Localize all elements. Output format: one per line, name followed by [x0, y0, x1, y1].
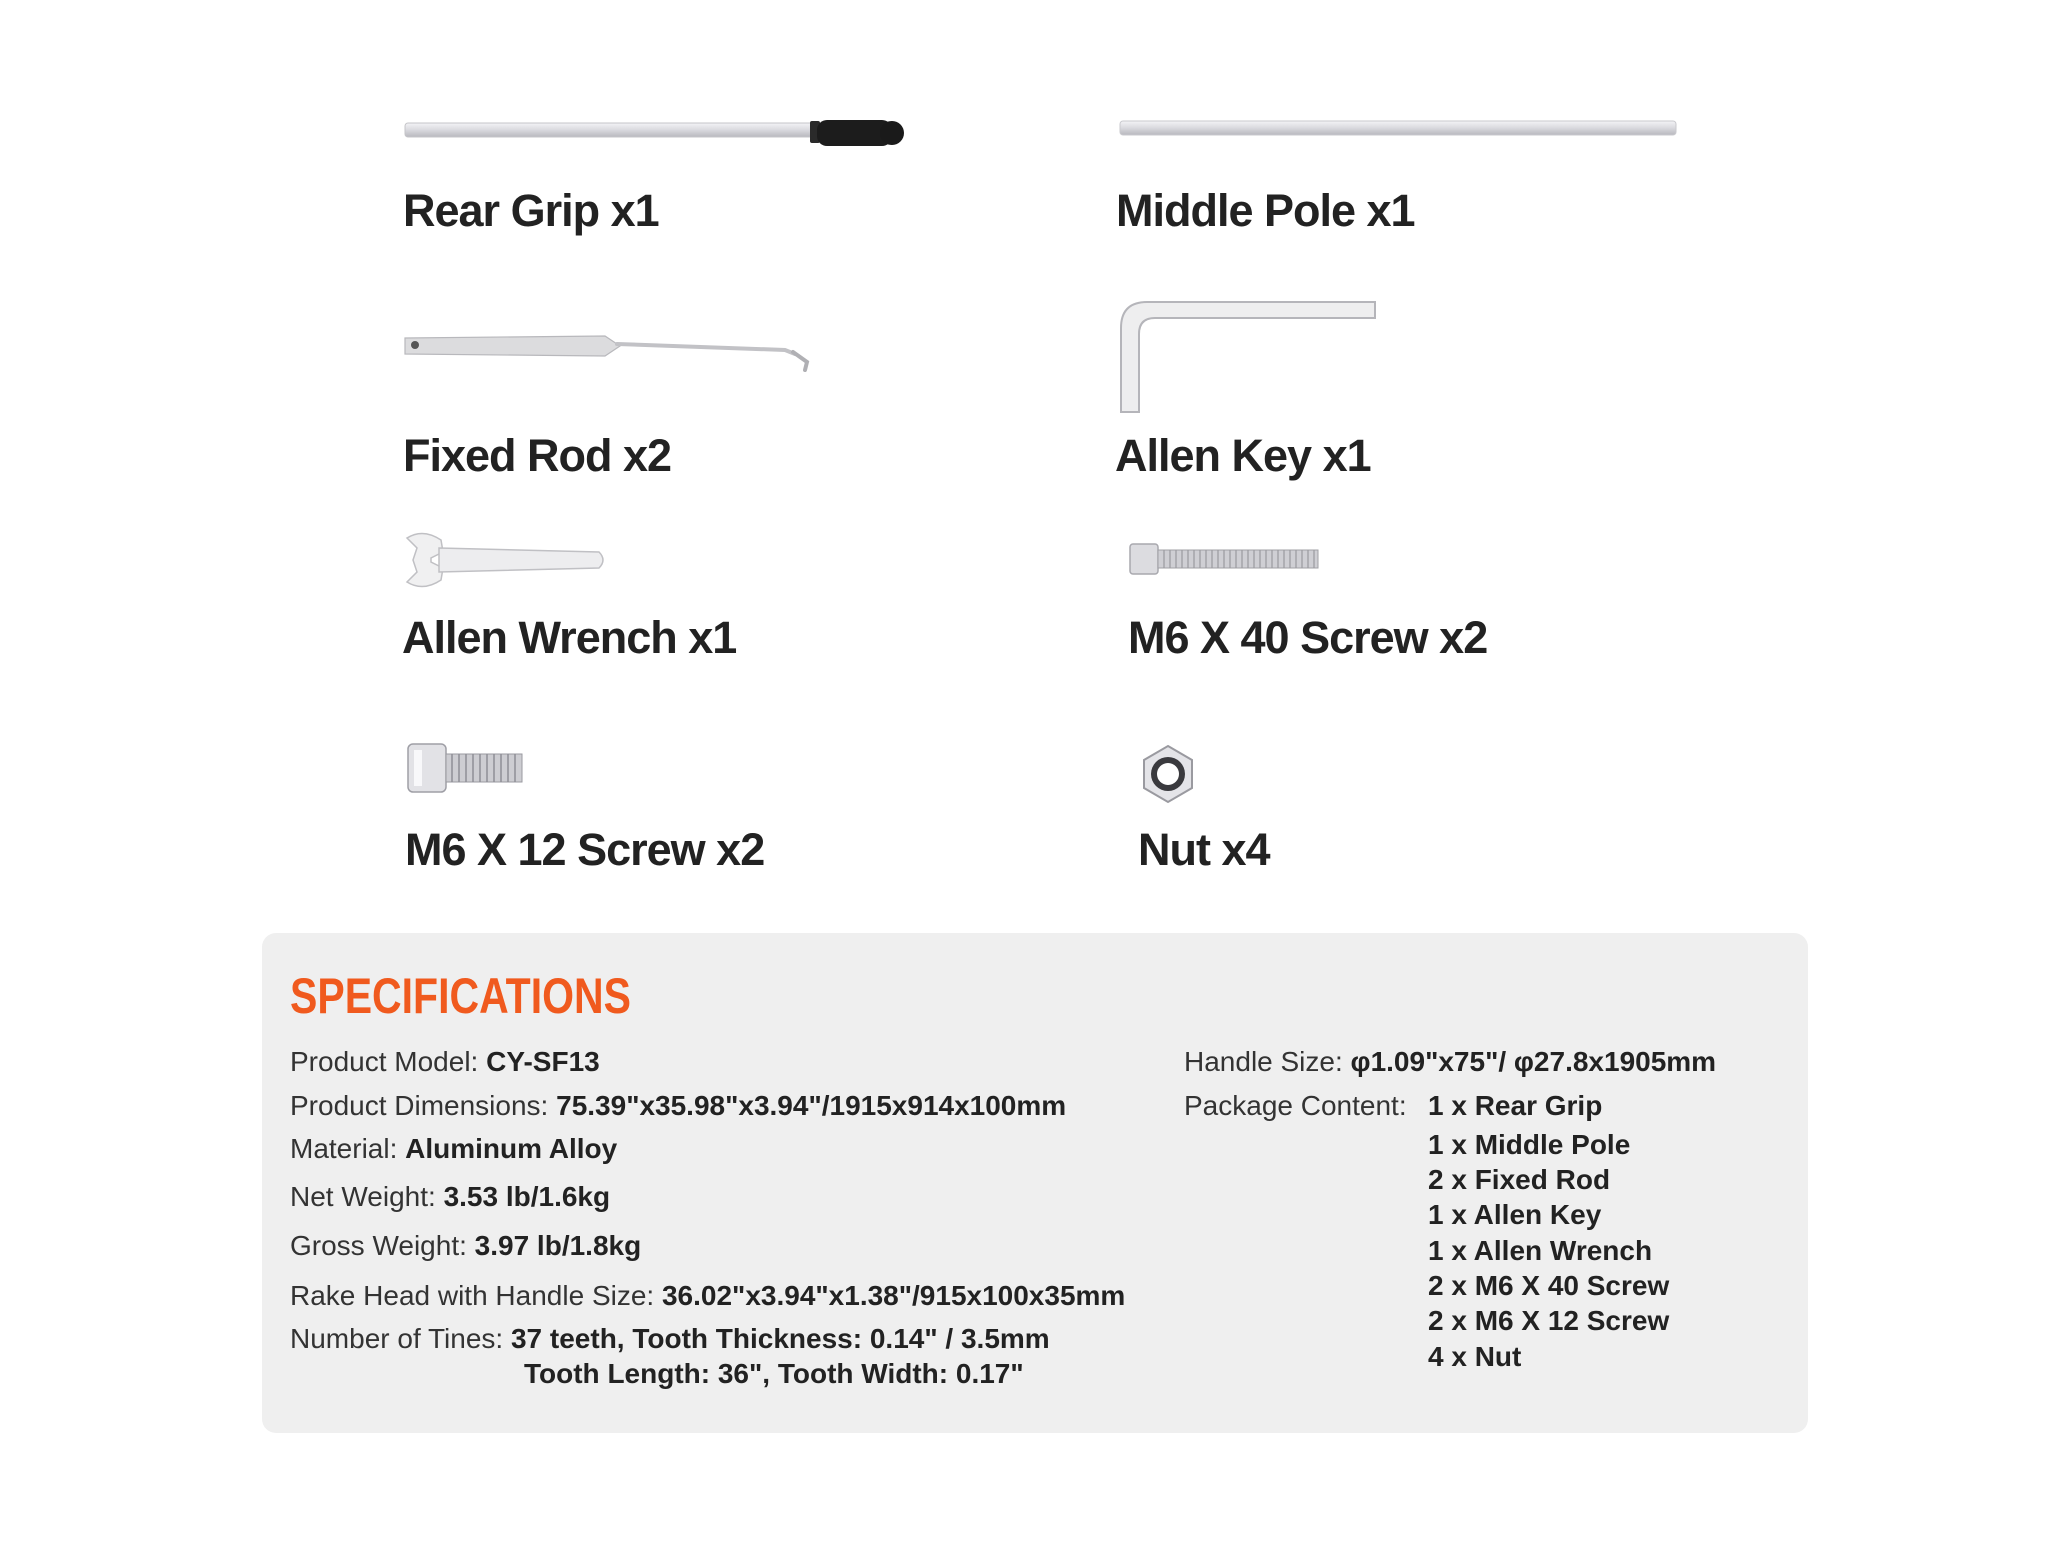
spec-key: Gross Weight:	[290, 1230, 467, 1261]
package-item: 1 x Allen Wrench	[1428, 1235, 1653, 1266]
package-item: 2 x M6 X 40 Screw	[1428, 1270, 1670, 1301]
spec-net-weight	[290, 1181, 610, 1213]
package-item: 2 x M6 X 12 Screw	[1428, 1305, 1670, 1336]
package-item: 1 x Allen Key	[1428, 1199, 1602, 1230]
spec-key: Number of Tines:	[290, 1323, 504, 1354]
spec-value: φ1.09"x75"/ φ27.8x1905mm	[1350, 1046, 1717, 1077]
nut-label: Nut x4	[1138, 824, 1270, 875]
spec-gross-weight	[290, 1230, 641, 1262]
m6-12-screw-image	[408, 740, 528, 796]
spec-key: Material:	[290, 1133, 398, 1164]
spec-number-of-tines-cont	[524, 1358, 1024, 1390]
m6-12-screw-label: M6 X 12 Screw x2	[405, 824, 765, 875]
spec-product-model	[290, 1046, 600, 1078]
nut-image	[1138, 744, 1198, 804]
allen-wrench-image	[403, 530, 613, 590]
allen-key-image	[1115, 298, 1385, 418]
spec-key: Product Dimensions:	[290, 1090, 549, 1121]
spec-material	[290, 1133, 617, 1165]
m6-40-screw-image	[1130, 540, 1330, 580]
fixed-rod-image	[405, 332, 825, 382]
allen-key-label: Allen Key x1	[1115, 430, 1371, 481]
spec-rake-head-size	[290, 1280, 1125, 1312]
allen-wrench-label: Allen Wrench x1	[402, 612, 737, 663]
spec-value: Aluminum Alloy	[405, 1133, 618, 1164]
middle-pole-label: Middle Pole x1	[1116, 185, 1415, 236]
spec-value: CY-SF13	[486, 1046, 600, 1077]
middle-pole-image	[1120, 115, 1680, 145]
spec-value: Tooth Length: 36", Tooth Width: 0.17"	[524, 1358, 1024, 1389]
fixed-rod-label: Fixed Rod x2	[403, 430, 672, 481]
spec-handle-size	[1184, 1046, 1716, 1078]
spec-key: Net Weight:	[290, 1181, 436, 1212]
rear-grip-image	[405, 115, 905, 155]
spec-number-of-tines	[290, 1323, 1050, 1355]
specifications-title: SPECIFICATIONS	[290, 968, 631, 1024]
m6-40-screw-label: M6 X 40 Screw x2	[1128, 612, 1488, 663]
spec-value: 75.39"x35.98"x3.94"/1915x914x100mm	[556, 1090, 1067, 1121]
spec-key: Product Model:	[290, 1046, 479, 1077]
package-item: 1 x Rear Grip	[1428, 1090, 1603, 1121]
spec-product-dimensions	[290, 1090, 1066, 1122]
spec-key: Package Content:	[1184, 1090, 1407, 1121]
spec-package-content	[1184, 1090, 1407, 1122]
package-item: 2 x Fixed Rod	[1428, 1164, 1611, 1195]
package-item: 1 x Middle Pole	[1428, 1129, 1631, 1160]
rear-grip-label: Rear Grip x1	[403, 185, 659, 236]
spec-value: 36.02"x3.94"x1.38"/915x100x35mm	[661, 1280, 1126, 1311]
specifications-panel	[262, 933, 1808, 1433]
spec-value: 3.53 lb/1.6kg	[443, 1181, 611, 1212]
spec-key: Rake Head with Handle Size:	[290, 1280, 655, 1311]
package-item: 4 x Nut	[1428, 1341, 1522, 1372]
spec-value: 3.97 lb/1.8kg	[474, 1230, 642, 1261]
spec-value: 37 teeth, Tooth Thickness: 0.14" / 3.5mm	[510, 1323, 1050, 1354]
spec-key: Handle Size:	[1184, 1046, 1343, 1077]
